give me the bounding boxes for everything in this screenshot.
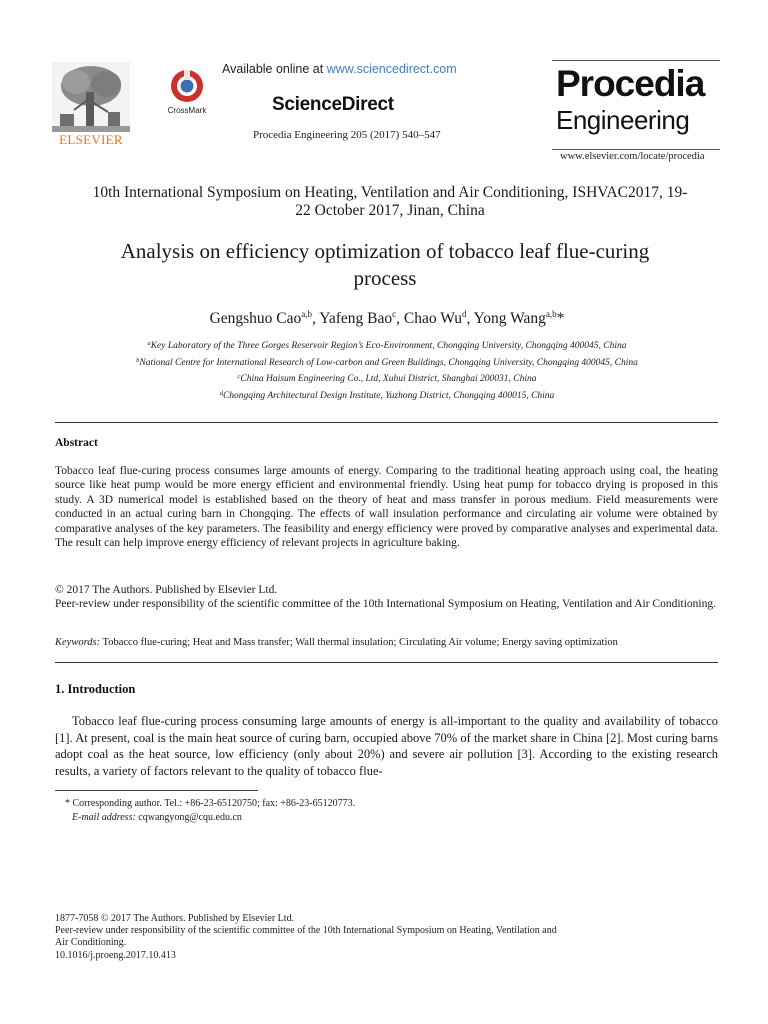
author-separator: , bbox=[466, 310, 474, 327]
title-line2: process bbox=[353, 266, 417, 290]
available-online bbox=[222, 62, 457, 76]
journal-citation: Procedia Engineering 205 (2017) 540–547 bbox=[253, 129, 441, 141]
footer-issn: 1877-7058 © 2017 The Authors. Published by Elsevier Ltd. bbox=[55, 913, 295, 924]
conference-line2: 22 October 2017, Jinan, China bbox=[295, 202, 485, 219]
affiliation-mark: b bbox=[136, 356, 140, 364]
journal-name-line1: Procedia bbox=[556, 63, 705, 104]
sciencedirect-link[interactable]: www.sciencedirect.com bbox=[326, 62, 457, 76]
affiliation-item bbox=[60, 387, 714, 404]
author-name: Yafeng Bao bbox=[319, 310, 393, 327]
affiliation-item bbox=[60, 370, 714, 387]
email-note bbox=[72, 812, 242, 823]
abstract-text: Tobacco leaf flue-curing process consumes large amounts of energy. Comparing to the traditional heating approach using coal, the heating source like heat pump would be more energy efficient and environmental friendly. Using heat pump for tobacco drying is proposed in this study. A 3D numerical model is established based on the theory of heat and mass transfer in porous medium. Field measurements were conducted in an actual curing barn in Chongqing. The effects of wall insulation performance and circulating air volume were obtained by comparative analyses of the key parameters. The feasibility and energy efficiency were proved by comparative analyses and experimental data. The result can help improve energy efficiency of relevant projects in agriculture baking. bbox=[55, 465, 718, 550]
author-affil-mark: a,b bbox=[545, 309, 557, 319]
footer-doi[interactable]: 10.1016/j.proeng.2017.10.413 bbox=[55, 949, 176, 961]
available-prefix: Available online at bbox=[222, 62, 327, 76]
affiliation-text: China Haisum Engineering Co., Ltd, Xuhui District, Shanghai 200031, China bbox=[240, 374, 537, 384]
introduction-text: Tobacco leaf flue-curing process consuming large amounts of energy is all-important to the quality and availability of tobacco [1]. At present, coal is the main heat source of curing barn, occupied above 70% of the market share in China [2]. Most curing barns adopt coal as the heat source, low efficiency (only about 20%) and severe air pollution [3]. According to the existing research results, a variety of factors relevant to the quality of tobacco flue- bbox=[55, 714, 718, 778]
conference-line1: 10th International Symposium on Heating, Ventilation and Air Conditioning, ISHVAC2017, 19- bbox=[92, 184, 688, 201]
affiliation-mark: a bbox=[147, 340, 151, 347]
author-affil-mark: c bbox=[392, 309, 397, 319]
section-heading-introduction: 1. Introduction bbox=[55, 682, 136, 696]
footer-peer-review: Peer-review under responsibility of the scientific committee of the 10th International Symposium on Heating, Ventilation and bbox=[55, 925, 557, 937]
email-address[interactable]: cqwangyong@cqu.edu.cn bbox=[135, 812, 242, 823]
elsevier-tree-icon bbox=[52, 62, 130, 132]
journal-url[interactable]: www.elsevier.com/locate/procedia bbox=[560, 151, 705, 162]
elsevier-wordmark: ELSEVIER bbox=[59, 132, 123, 147]
author-list bbox=[60, 309, 714, 328]
crossmark-icon bbox=[162, 68, 212, 106]
author-separator: , bbox=[312, 310, 320, 327]
footer-peer-review-cont: Air Conditioning. bbox=[55, 937, 127, 949]
crossmark-badge[interactable] bbox=[162, 68, 212, 120]
email-label: E-mail address: bbox=[72, 812, 136, 823]
copyright-notice bbox=[55, 583, 718, 612]
keywords-label: Keywords: bbox=[55, 637, 101, 648]
author-separator: , bbox=[396, 310, 404, 327]
affiliation-item bbox=[60, 337, 714, 354]
copyright-line: © 2017 The Authors. Published by Elsevier Ltd. bbox=[55, 584, 278, 596]
abstract-heading: Abstract bbox=[55, 437, 98, 449]
affiliations bbox=[60, 337, 714, 403]
footnote-divider bbox=[55, 790, 258, 791]
page-footer bbox=[55, 913, 718, 962]
author-name: Gengshuo Cao bbox=[209, 310, 302, 327]
author-name: Chao Wu bbox=[403, 310, 462, 327]
affiliation-mark: d bbox=[219, 389, 223, 397]
keywords-text: Tobacco flue-curing; Heat and Mass transfer; Wall thermal insulation; Circulating Air volume; Energy saving optimization bbox=[100, 637, 618, 648]
conference-name bbox=[60, 184, 720, 220]
affiliation-text: Chongqing Architectural Design Institute, Yuzhong District, Chongqing 400015, China bbox=[222, 390, 555, 401]
corresponding-mark: * bbox=[556, 310, 565, 327]
divider bbox=[55, 422, 718, 423]
author-affil-mark: a,b bbox=[301, 309, 313, 319]
affiliation-item bbox=[60, 354, 714, 371]
affiliation-mark: c bbox=[237, 373, 241, 380]
journal-name-line2: Engineering bbox=[556, 105, 690, 135]
crossmark-label: CrossMark bbox=[167, 106, 207, 115]
author-name: Yong Wang bbox=[473, 310, 546, 327]
author-affil-mark: d bbox=[461, 309, 467, 319]
title-line1: Analysis on efficiency optimization of tobacco leaf flue-curing bbox=[120, 239, 650, 263]
paper-title bbox=[60, 238, 710, 292]
journal-logo bbox=[552, 60, 720, 150]
affiliation-text: Key Laboratory of the Three Gorges Reservoir Region’s Eco-Environment, Chongqing University, Chongqing 400045, China bbox=[150, 341, 627, 351]
sciencedirect-wordmark: ScienceDirect bbox=[272, 94, 394, 115]
peer-review-line: Peer-review under responsibility of the scientific committee of the 10th International Symposium on Heating, Ventilation and Air Conditioning. bbox=[55, 598, 716, 611]
affiliation-text: National Centre for International Research of Low-carbon and Green Buildings, Chongqing University, Chongqing 400045, China bbox=[139, 357, 638, 368]
elsevier-logo[interactable] bbox=[52, 62, 130, 148]
keywords bbox=[55, 637, 718, 648]
corresponding-author-note: * Corresponding author. Tel.: +86-23-65120750; fax: +86-23-65120773. bbox=[65, 798, 356, 809]
divider bbox=[55, 662, 718, 663]
